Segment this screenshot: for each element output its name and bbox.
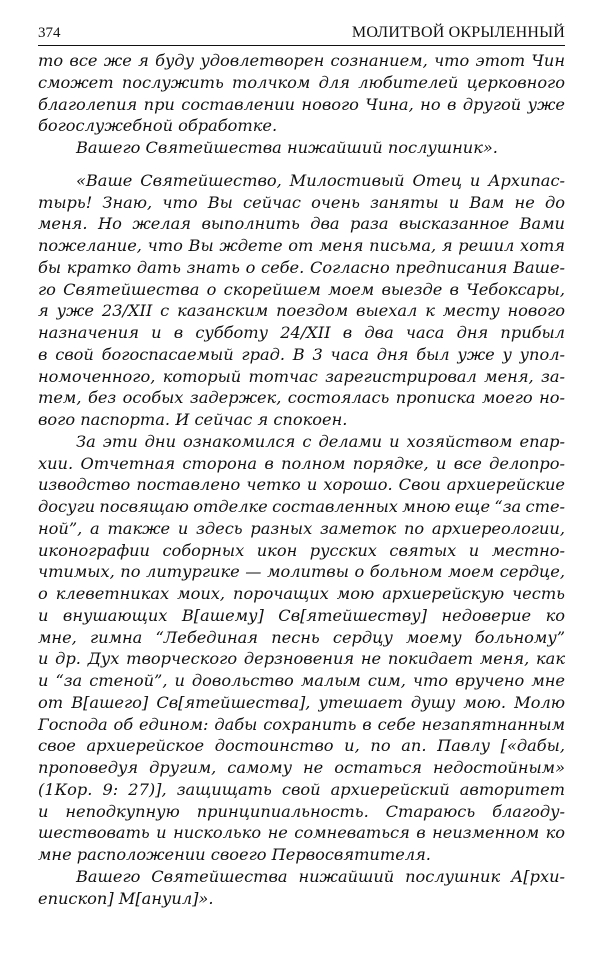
text-line: то все же я буду удовлетворен сознанием, что этот Чин [38, 51, 565, 70]
text-line: номоченного, который тотчас зарегистрировал меня, за- [38, 366, 565, 386]
paragraph [38, 50, 565, 137]
text-line: свое архиерейское достоинство и, по ап. Павлу [«дабы, [38, 736, 565, 756]
text-line: иконографии соборных икон русских святых и местно- [38, 540, 565, 560]
text-line: Господа об едином: дабы сохранить в себе незапятнанным [38, 714, 565, 734]
text-line: сможет послужить толчком для любителей церковного [38, 72, 565, 92]
text-line: и внушающих В[ашему] Св[ятейшеству] недоверие ко [38, 605, 565, 625]
text-line: тырь! Знаю, что Вы сейчас очень заняты и Вам не до [38, 192, 565, 212]
text-line: чтимых, по литургике — молитвы о больном моем сердце, [38, 562, 565, 582]
paragraph [38, 170, 565, 431]
text-line: епископ] М[ануил]». [38, 888, 214, 908]
text-line: тем, без особых задержек, состоялась прописка моего но- [38, 388, 565, 408]
text-line: и “за стеной”, и довольство малым сим, что вручено мне [38, 671, 565, 690]
text-line: назначения и в субботу 24/XII в два часа дня прибыл [38, 323, 565, 342]
book-page [38, 20, 565, 909]
text-line: о клеветниках моих, порочащих мою архиерейскую честь [38, 584, 565, 603]
paragraph [38, 431, 565, 866]
text-line: в свой богоспасаемый град. В 3 часа дня был уже у упол- [38, 344, 565, 364]
text-line: богослужебной обработке. [38, 116, 278, 136]
text-line: от В[ашего] Св[ятейшества], утешает душу мою. Молю [38, 692, 565, 712]
paragraph-gap [38, 159, 565, 170]
text-line: меня. Но желая выполнить два раза высказанное Вами [38, 214, 565, 234]
text-line: и неподкупную принципиальность. Стараюсь благоду- [38, 801, 565, 821]
text-line: я уже 23/XII с казанским поездом выехал к месту нового [38, 301, 565, 321]
paragraph [38, 137, 565, 159]
page-number: 374 [38, 25, 61, 41]
text-line: шествовать и нисколько не сомневаться в неизменном ко [38, 823, 565, 843]
running-title: МОЛИТВОЙ ОКРЫЛЕННЫЙ [351, 24, 565, 41]
text-line: проповедуя другим, самому не остаться недостойным» [38, 758, 565, 777]
text-line: «Ваше Святейшество, Милостивый Отец и Архипас- [76, 170, 565, 190]
text-line: (1Кор. 9: 27)], защищать свой архиерейский авторитет [38, 779, 565, 799]
text-line: мне, гимна “Лебединая песнь сердцу моему больному” [38, 627, 565, 647]
text-line: ной”, а также и здесь разных заметок по архиереологии, [38, 518, 565, 538]
text-line: благолепия при составлении нового Чина, но в другой уже [38, 94, 565, 114]
text-line: вого паспорта. И сейчас я спокоен. [38, 410, 348, 429]
text-line: пожелание, что Вы ждете от меня письма, я решил хотя [38, 236, 565, 255]
text-line: мне расположении своего Первосвятителя. [38, 845, 431, 864]
text-line: бы кратко дать знать о себе. Согласно предписания Ваше- [38, 257, 565, 277]
text-line: го Святейшества о скорейшем моем выезде в Чебоксары, [38, 279, 565, 299]
text-line: досуги посвящаю отделке составленных мною еще “за сте- [38, 497, 565, 516]
text-line: изводство поставлено четко и хорошо. Свои архиерейские [38, 475, 565, 495]
text-line: За эти дни ознакомился с делами и хозяйством епар- [76, 431, 565, 451]
text-line: и др. Дух творческого дерзновения не покидает меня, как [38, 649, 565, 669]
body-text [38, 50, 565, 909]
text-line: хии. Отчетная сторона в полном порядке, и все делопро- [38, 453, 565, 473]
paragraph [38, 866, 565, 910]
text-line: Вашего Святейшества нижайший послушник». [76, 138, 498, 157]
text-line: Вашего Святейшества нижайший послушник А[рхи- [76, 866, 565, 886]
running-header [38, 20, 565, 46]
